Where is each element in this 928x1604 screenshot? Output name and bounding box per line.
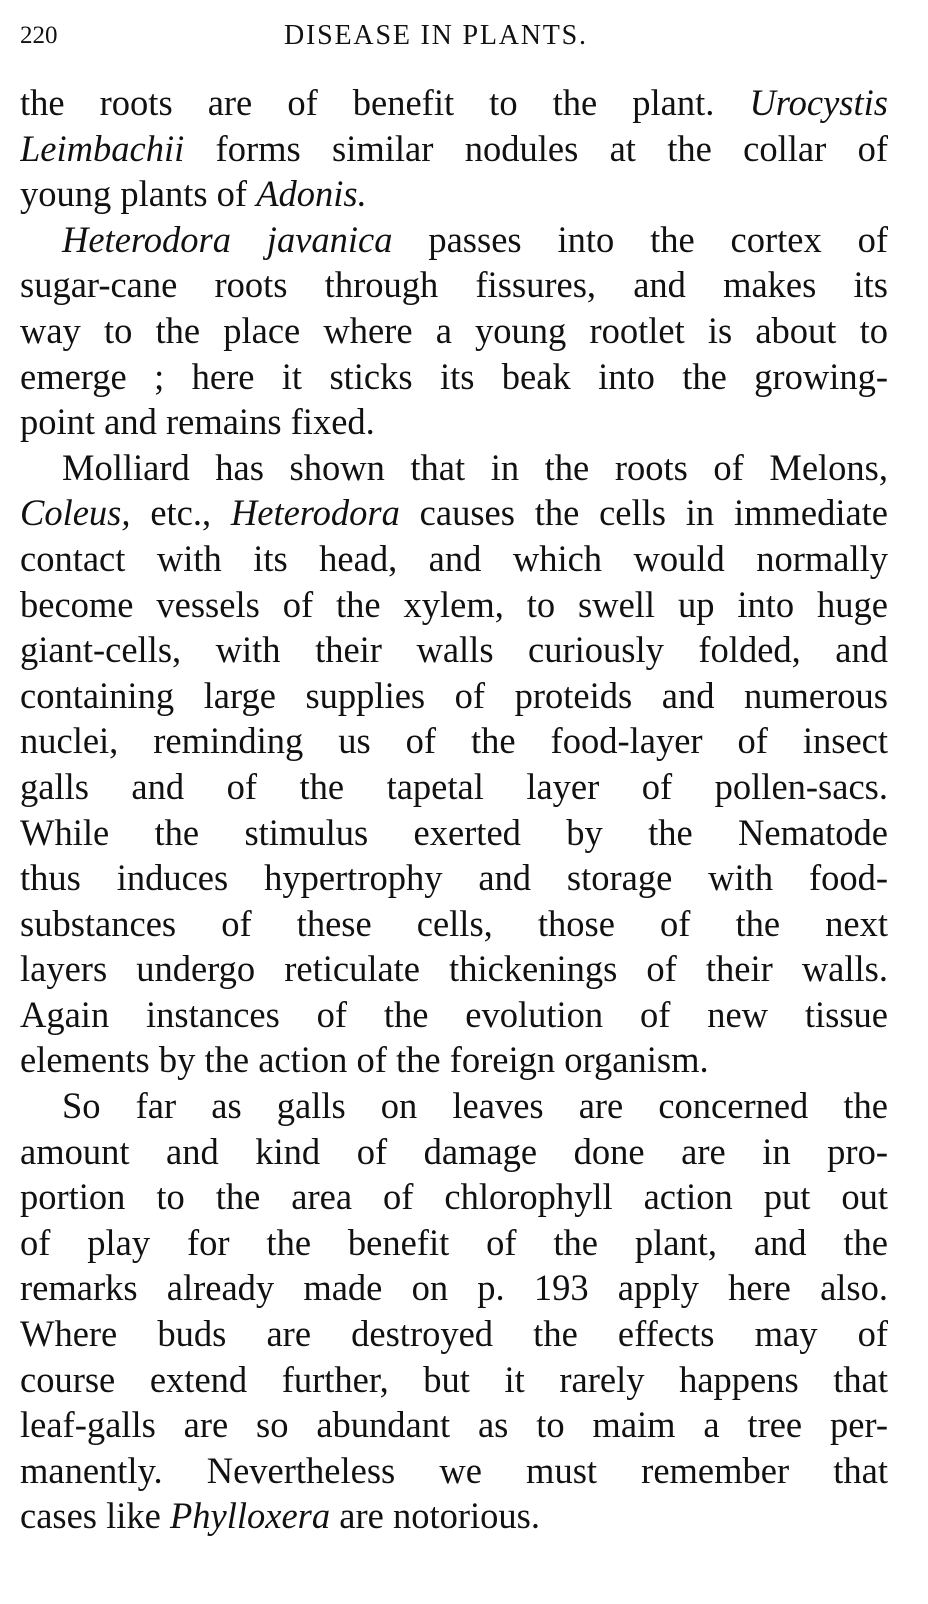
text-segment: galls and of the tapetal layer of pollen-sacs. — [20, 765, 888, 807]
text-segment: elements by the action of the foreign organism. — [20, 1039, 709, 1081]
italic-text-segment: Heterodora javanica — [62, 218, 393, 260]
text-segment: are notorious. — [330, 1495, 540, 1537]
text-segment: of play for the benefit of the plant, and the — [20, 1221, 888, 1263]
text-segment: nuclei, reminding us of the food-layer of insect — [20, 720, 888, 762]
italic-text-segment: Adonis. — [256, 173, 367, 215]
text-line — [20, 445, 888, 491]
text-segment: manently. Nevertheless we must remember that — [20, 1449, 888, 1491]
text-segment: way to the place where a young rootlet is about to — [20, 309, 888, 351]
text-line — [20, 1174, 888, 1220]
text-segment: layers undergo reticulate thickenings of their walls. — [20, 948, 888, 990]
text-line — [20, 80, 888, 126]
text-segment: amount and kind of damage done are in pro- — [20, 1130, 888, 1172]
text-line — [20, 810, 888, 856]
text-line — [20, 1448, 888, 1494]
text-line — [20, 1311, 888, 1357]
page-header — [20, 14, 888, 62]
italic-text-segment: Phylloxera — [170, 1495, 331, 1537]
text-line — [20, 490, 888, 536]
text-line — [20, 126, 888, 172]
text-line — [20, 171, 888, 217]
text-segment: Where buds are destroyed the effects may of — [20, 1313, 888, 1355]
italic-text-segment: Urocystis — [749, 82, 888, 123]
italic-text-segment: Heterodora — [230, 492, 400, 534]
text-line — [20, 354, 888, 400]
text-line — [20, 1083, 888, 1129]
text-segment: thus induces hypertrophy and storage with food- — [20, 857, 888, 899]
text-line — [20, 946, 888, 992]
text-segment: cases like — [20, 1495, 170, 1537]
text-line — [20, 1220, 888, 1266]
text-line — [20, 627, 888, 673]
text-line — [20, 764, 888, 810]
text-segment: emerge ; here it sticks its beak into the growing- — [20, 355, 888, 397]
text-segment: Molliard has shown that in the roots of Melons, — [62, 446, 888, 488]
text-line — [20, 673, 888, 719]
text-line — [20, 1402, 888, 1448]
text-segment: So far as galls on leaves are concerned the — [62, 1085, 888, 1127]
text-segment: become vessels of the xylem, to swell up into huge — [20, 583, 888, 625]
text-line — [20, 1493, 888, 1539]
text-segment: leaf-galls are so abundant as to maim a tree per- — [20, 1404, 888, 1446]
text-segment: sugar-cane roots through fissures, and makes its — [20, 264, 888, 306]
text-line — [20, 1129, 888, 1175]
text-line — [20, 1357, 888, 1403]
text-segment: course extend further, but it rarely happens that — [20, 1358, 888, 1400]
italic-text-segment: Leimbachii — [20, 127, 185, 169]
text-line — [20, 308, 888, 354]
text-segment: containing large supplies of proteids and numerous — [20, 674, 888, 716]
text-segment: portion to the area of chlorophyll action put out — [20, 1176, 888, 1218]
italic-text-segment: Coleus, — [20, 492, 131, 534]
text-line — [20, 217, 888, 263]
page-number: 220 — [20, 22, 58, 49]
body-text — [20, 80, 888, 1539]
text-segment: causes the cells in immediate — [399, 492, 888, 534]
text-line — [20, 718, 888, 764]
text-line — [20, 901, 888, 947]
text-segment: point and remains fixed. — [20, 401, 375, 443]
text-segment: the roots are of benefit to the plant. — [20, 82, 750, 123]
text-segment: passes into the cortex of — [392, 218, 888, 260]
text-segment: forms similar nodules at the collar of — [184, 127, 888, 169]
text-line — [20, 262, 888, 308]
text-segment: young plants of — [20, 173, 257, 215]
text-segment: Again instances of the evolution of new tissue — [20, 993, 888, 1035]
text-line — [20, 992, 888, 1038]
text-segment: contact with its head, and which would normally — [20, 537, 888, 579]
text-line — [20, 536, 888, 582]
text-segment: remarks already made on p. 193 apply here also. — [20, 1267, 888, 1309]
text-segment: While the stimulus exerted by the Nematode — [20, 811, 888, 853]
text-line — [20, 1265, 888, 1311]
text-line — [20, 399, 888, 445]
text-segment: etc., — [130, 492, 231, 534]
text-segment: substances of these cells, those of the next — [20, 902, 888, 944]
text-segment: giant-cells, with their walls curiously folded, and — [20, 629, 888, 671]
text-line — [20, 855, 888, 901]
text-line — [20, 582, 888, 628]
running-title: DISEASE IN PLANTS. — [284, 20, 588, 51]
text-line — [20, 1037, 888, 1083]
